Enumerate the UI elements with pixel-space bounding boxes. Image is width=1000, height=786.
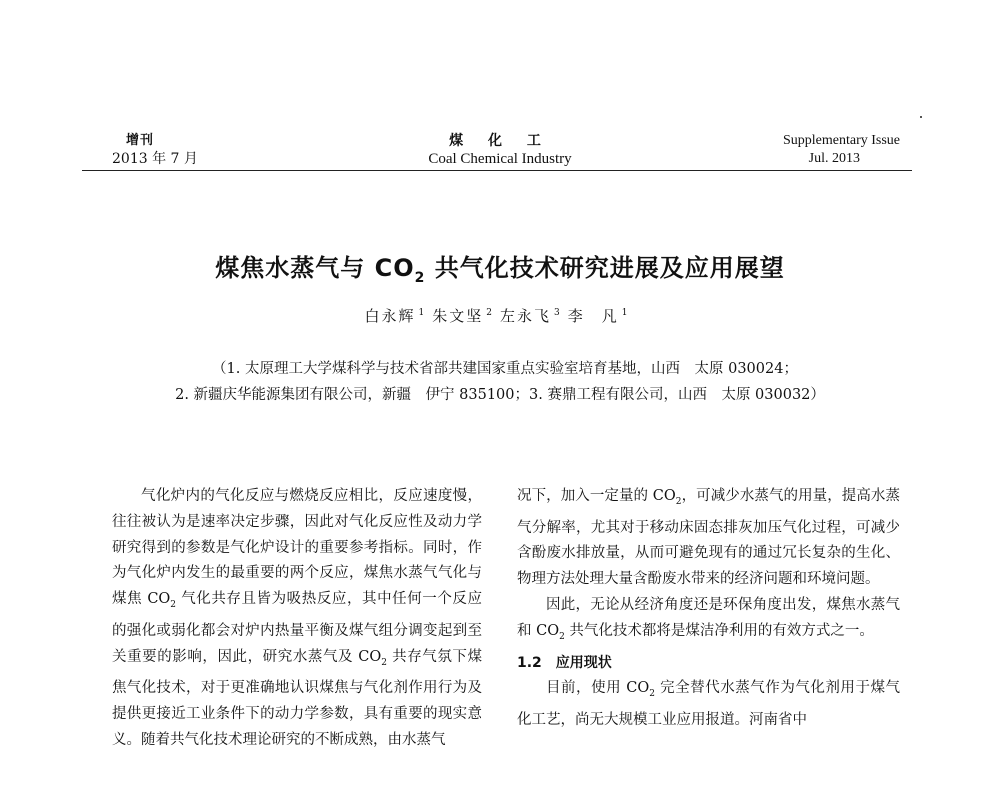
text-run: 目前，使用 CO <box>546 680 650 697</box>
subscript: 2 <box>559 631 565 642</box>
subscript: 2 <box>381 657 387 668</box>
paragraph <box>112 484 482 754</box>
subscript: 2 <box>170 600 177 611</box>
paragraph <box>517 593 900 650</box>
text-run: 况下，加入一定量的 CO <box>517 488 676 504</box>
header-date-cn: 2013 年 7 月 <box>112 151 198 167</box>
author-list <box>0 305 1000 326</box>
journal-name-en: Coal Chemical Industry <box>428 151 572 167</box>
paragraph <box>517 676 900 733</box>
speck-mark <box>920 116 922 118</box>
text-run: 因此，无论从经济角度还是环保角度出发，煤焦水蒸气和 CO <box>517 597 900 639</box>
text-run: 完全替代水蒸气作为气化剂用于煤气化工艺，尚无大规模工业应用报道。河南省中 <box>517 680 901 729</box>
title-part1: 煤焦水蒸气与 CO <box>215 254 415 282</box>
header-rule <box>82 170 912 171</box>
header-journal <box>400 132 600 168</box>
header-right <box>720 132 900 168</box>
author-name: 白永辉 <box>364 307 416 325</box>
header-issue-en: Supplementary Issue <box>782 133 900 148</box>
text-run: 气化炉内的气化反应与燃烧反应相比，反应速度慢，往往被认为是速率决定步骤，因此对气化反应性及动力学研究得到的参数是气化炉设计的重要参考指标。同时，作为气化炉内发生的最重要的两个反应，煤焦水蒸气气化与煤焦 CO <box>112 488 482 608</box>
body-column-left <box>112 484 482 754</box>
section-heading: 1.2 应用现状 <box>517 654 612 671</box>
header-issue-cn: 增刊 <box>126 133 155 148</box>
subscript: 2 <box>649 689 655 700</box>
author-name: 朱文坚 <box>432 307 484 325</box>
affiliation-line-1: （1. 太原理工大学煤科学与技术省部共建国家重点实验室培育基地，山西 太原 030024； <box>212 361 798 377</box>
text-run: ，可减少水蒸气的用量，提高水蒸气分解率，尤其对于移动床固态排灰加压气化过程，可减少含酚废水排放量，从而可避免现有的通过冗长复杂的生化、物理方法处理大量含酚废水带来的经济问题和环境问题。 <box>517 488 901 588</box>
title-part2: 共气化技术研究进展及应用展望 <box>425 254 785 282</box>
journal-name-cn: 煤 化 工 <box>449 133 551 149</box>
header-date-en: Jul. 2013 <box>808 151 860 166</box>
text-run: 共存气氛下煤焦气化技术，对于更准确地认识煤焦与气化剂作用行为及提供更接近工业条件下的动力学参数，具有重要的现实意义。随着共气化技术理论研究的不断成熟，由水蒸气 <box>112 648 483 748</box>
title-subscript: 2 <box>414 269 426 286</box>
affiliation-line-2: 2. 新疆庆华能源集团有限公司，新疆 伊宁 835100；3. 赛鼎工程有限公司，山西 太原 030032） <box>175 387 825 403</box>
author-mark: 3 <box>554 308 562 318</box>
body-column-right <box>517 484 900 734</box>
author-mark: 1 <box>418 308 427 318</box>
subscript: 2 <box>675 496 682 507</box>
paper-title <box>0 248 1000 286</box>
text-run: 共气化技术都将是煤洁净利用的有效方式之一。 <box>564 622 874 639</box>
header-left <box>112 132 232 168</box>
author-name: 李 凡 <box>567 307 619 325</box>
paragraph <box>517 484 900 593</box>
text-run: 气化共存且皆为吸热反应，其中任何一个反应的强化或弱化都会对炉内热量平衡及煤气组分调变起到至关重要的影响，因此，研究水蒸气及 CO <box>112 591 482 665</box>
author-mark: 1 <box>621 308 630 318</box>
author-mark: 2 <box>486 308 494 318</box>
author-name: 左永飞 <box>500 307 552 325</box>
